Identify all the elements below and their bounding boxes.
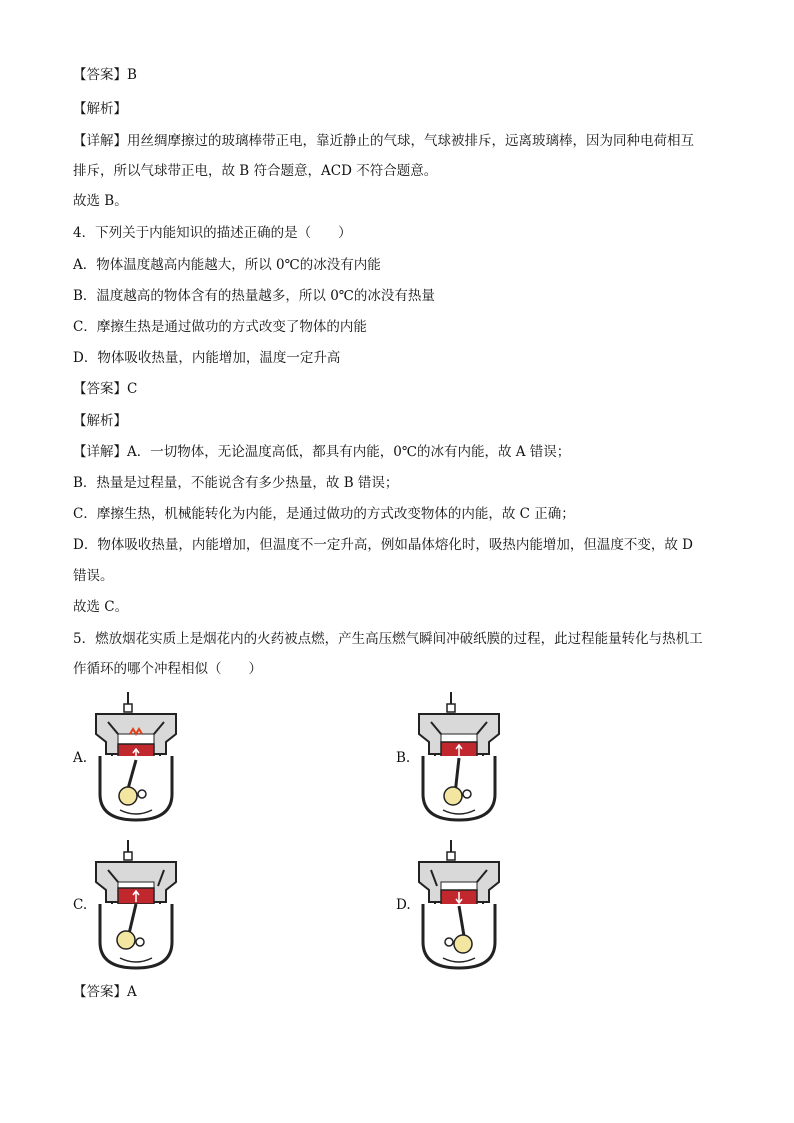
engine-a-spark-plug (124, 692, 132, 712)
q4-detail-b: B．热量是过程量，不能说含有多少热量，故 B 错误； (73, 475, 399, 491)
q4-analysis-heading: 【解析】 (73, 413, 127, 429)
q4-option-d: D．物体吸收热量，内能增加，温度一定升高 (73, 350, 341, 366)
q4-option-a: A．物体温度越高内能越大，所以 0℃的冰没有内能 (73, 257, 381, 273)
q5-option-c-label: C. (73, 897, 88, 913)
engine-c-crankshaft (117, 931, 135, 949)
q5-option-a-label: A. (73, 750, 88, 766)
engine-c-spark-plug (124, 840, 132, 860)
q3-conclusion: 故选 B。 (73, 193, 128, 209)
q4-detail-d-line-2: 错误。 (73, 568, 114, 584)
q5-option-b-label: B. (396, 750, 411, 766)
q4-detail-c: C．摩擦生热，机械能转化为内能，是通过做功的方式改变物体的内能，故 C 正确； (73, 506, 575, 522)
q4-stem: 4．下列关于内能知识的描述正确的是（ ） (73, 225, 352, 241)
q3-detail-line-1: 【详解】用丝绸摩擦过的玻璃棒带正电，靠近静止的气球，气球被排斥，远离玻璃棒，因为同种电荷相互 (73, 133, 694, 149)
q5-answer: 【答案】A (73, 984, 137, 1000)
engine-b-spark-plug (447, 692, 455, 712)
engine-b-crankshaft (444, 787, 462, 805)
q4-conclusion: 故选 C。 (73, 599, 129, 615)
engine-diagram-d (413, 838, 505, 972)
q5-option-d-label: D. (396, 897, 411, 913)
q5-stem-line-2: 作循环的哪个冲程相似（ ） (73, 661, 262, 677)
q4-detail-a: 【详解】A．一切物体，无论温度高低，都具有内能，0℃的冰有内能，故 A 错误； (73, 444, 571, 460)
engine-d-crankshaft (454, 935, 472, 953)
q3-answer: 【答案】B (73, 67, 137, 83)
engine-d-spark-plug (447, 840, 455, 860)
q4-option-c: C．摩擦生热是通过做功的方式改变了物体的内能 (73, 319, 367, 335)
q5-stem-line-1: 5．燃放烟花实质上是烟花内的火药被点燃，产生高压燃气瞬间冲破纸膜的过程，此过程能量转化与热机工 (73, 631, 703, 647)
engine-diagram-a (90, 690, 182, 824)
q4-detail-d-line-1: D．物体吸收热量，内能增加，但温度不一定升高，例如晶体熔化时，吸热内能增加，但温度不变，故 D (73, 537, 693, 553)
engine-a-crankshaft (119, 787, 137, 805)
q4-answer: 【答案】C (73, 381, 138, 397)
q3-analysis-heading: 【解析】 (73, 101, 127, 117)
q3-detail-line-2: 排斥，所以气球带正电，故 B 符合题意，ACD 不符合题意。 (73, 163, 438, 179)
q4-option-b: B．温度越高的物体含有的热量越多，所以 0℃的冰没有热量 (73, 288, 435, 304)
engine-diagram-c (90, 838, 182, 972)
engine-diagram-b (413, 690, 505, 824)
